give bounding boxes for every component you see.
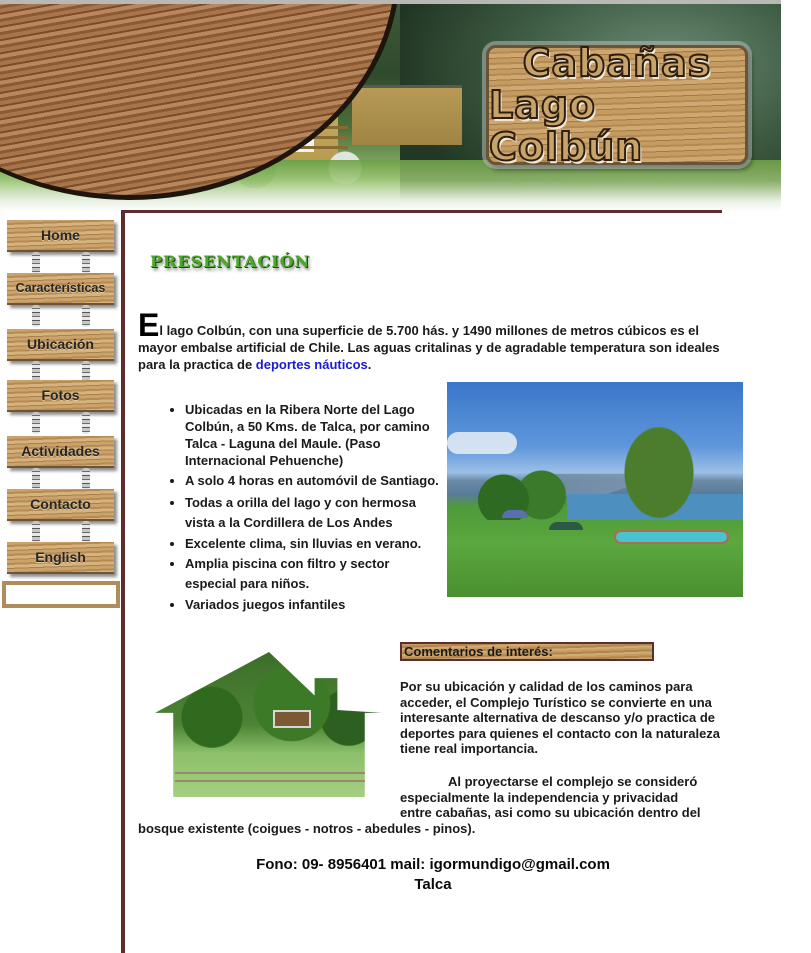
chain-icon — [82, 305, 90, 327]
sidebar-item-actividades[interactable] — [7, 436, 114, 468]
sidebar-item-caracteristicas[interactable] — [7, 273, 114, 305]
sidebar-item-contacto[interactable] — [7, 489, 114, 521]
sidebar-item-label: Actividades — [21, 443, 100, 459]
sidebar-search-input[interactable] — [2, 581, 120, 608]
page-title: PRESENTACIÓN — [150, 252, 311, 271]
intro-dropcap: E — [138, 307, 160, 343]
comments-header: Comentarios de interés: — [400, 642, 654, 661]
sidebar-item-fotos[interactable] — [7, 380, 114, 412]
list-item: • Ubicadas en la Ribera Norte del Lago Colbún, a 50 Kms. de Talca, por camino Talca - Laguna del Maule. (Paso Internacional Pehuenche) — [185, 401, 443, 469]
intro-text: l lago Colbún, con una superficie de 5.700 hás. y 1490 millones de metros cúbicos es el mayor embalse artificial de Chile. Las aguas critalinas y de agradable temperatura son ideales para la practica de — [138, 323, 720, 372]
sidebar-item-label: Ubicación — [27, 336, 94, 352]
sidebar-item-label: English — [35, 549, 86, 565]
header-banner — [0, 0, 781, 212]
sidebar-item-label: Características — [15, 281, 106, 295]
chain-icon — [32, 521, 40, 543]
chain-icon — [32, 468, 40, 490]
photo-cloud — [447, 432, 517, 454]
content-frame-top-border — [121, 210, 722, 213]
chain-icon — [32, 252, 40, 274]
photo-cabin — [273, 710, 311, 728]
intro-end: . — [367, 357, 372, 372]
content-frame-left-border — [121, 210, 125, 953]
footer-contact — [138, 855, 728, 895]
site-logo[interactable] — [486, 41, 748, 169]
list-item: • Excelente clima, sin lluvias en verano. — [185, 535, 443, 552]
water-sports-link[interactable]: deportes náuticos — [255, 357, 368, 372]
list-item: • Amplia piscina con filtro y sector especial para niños. — [185, 554, 443, 594]
chain-icon — [82, 412, 90, 434]
intro-paragraph — [138, 307, 728, 373]
logo-line-1: Cabañas — [522, 41, 712, 85]
comments-line: especialmente la independencia y privacidad — [400, 789, 679, 805]
cabin-image-secondary — [352, 85, 462, 145]
photo-umbrella — [502, 510, 528, 518]
sidebar-item-label: Contacto — [30, 496, 91, 512]
logo-line-2: Lago Colbún — [489, 83, 644, 169]
features-list — [163, 401, 443, 615]
list-item: • Variados juegos infantiles — [185, 596, 443, 613]
comments-paragraph-2 — [138, 774, 730, 836]
sidebar-item-ubicacion[interactable] — [7, 329, 114, 361]
chain-icon — [32, 412, 40, 434]
list-item: • A solo 4 horas en automóvil de Santiago. — [185, 471, 443, 491]
sidebar-item-label: Fotos — [41, 387, 80, 403]
photo-umbrella — [549, 522, 583, 530]
lake-pool-photo — [447, 382, 743, 597]
contact-city: Talca — [414, 876, 452, 893]
sidebar-item-label: Home — [41, 227, 80, 243]
comments-line: entre cabañas, asi como su ubicación dentro del — [400, 805, 701, 820]
list-item: • Todas a orilla del lago y con hermosa vista a la Cordillera de Los Andes — [185, 493, 443, 533]
sidebar-item-home[interactable] — [7, 220, 114, 252]
chain-icon — [82, 468, 90, 490]
comments-paragraph-1: Por su ubicación y calidad de los caminos para acceder, el Complejo Turístico se convierte en una interesante alternativa de descanso y/o practica de deportes para quienes el contacto con la naturaleza tiene real importancia. — [400, 679, 721, 756]
chain-icon — [32, 305, 40, 327]
contact-phone-email: Fono: 09- 8956401 mail: igormundigo@gmail.com — [256, 856, 610, 873]
photo-pool — [614, 530, 729, 544]
top-strip — [0, 0, 781, 4]
sidebar-nav — [0, 214, 121, 614]
chain-icon — [82, 252, 90, 274]
sidebar-item-english[interactable] — [7, 542, 114, 574]
chain-icon — [82, 521, 90, 543]
comments-line: Al proyectarse el complejo se consideró — [448, 774, 698, 789]
photo-birch-tree — [619, 420, 699, 525]
comments-line: bosque existente (coigues - notros - abedules - pinos). — [138, 820, 476, 836]
